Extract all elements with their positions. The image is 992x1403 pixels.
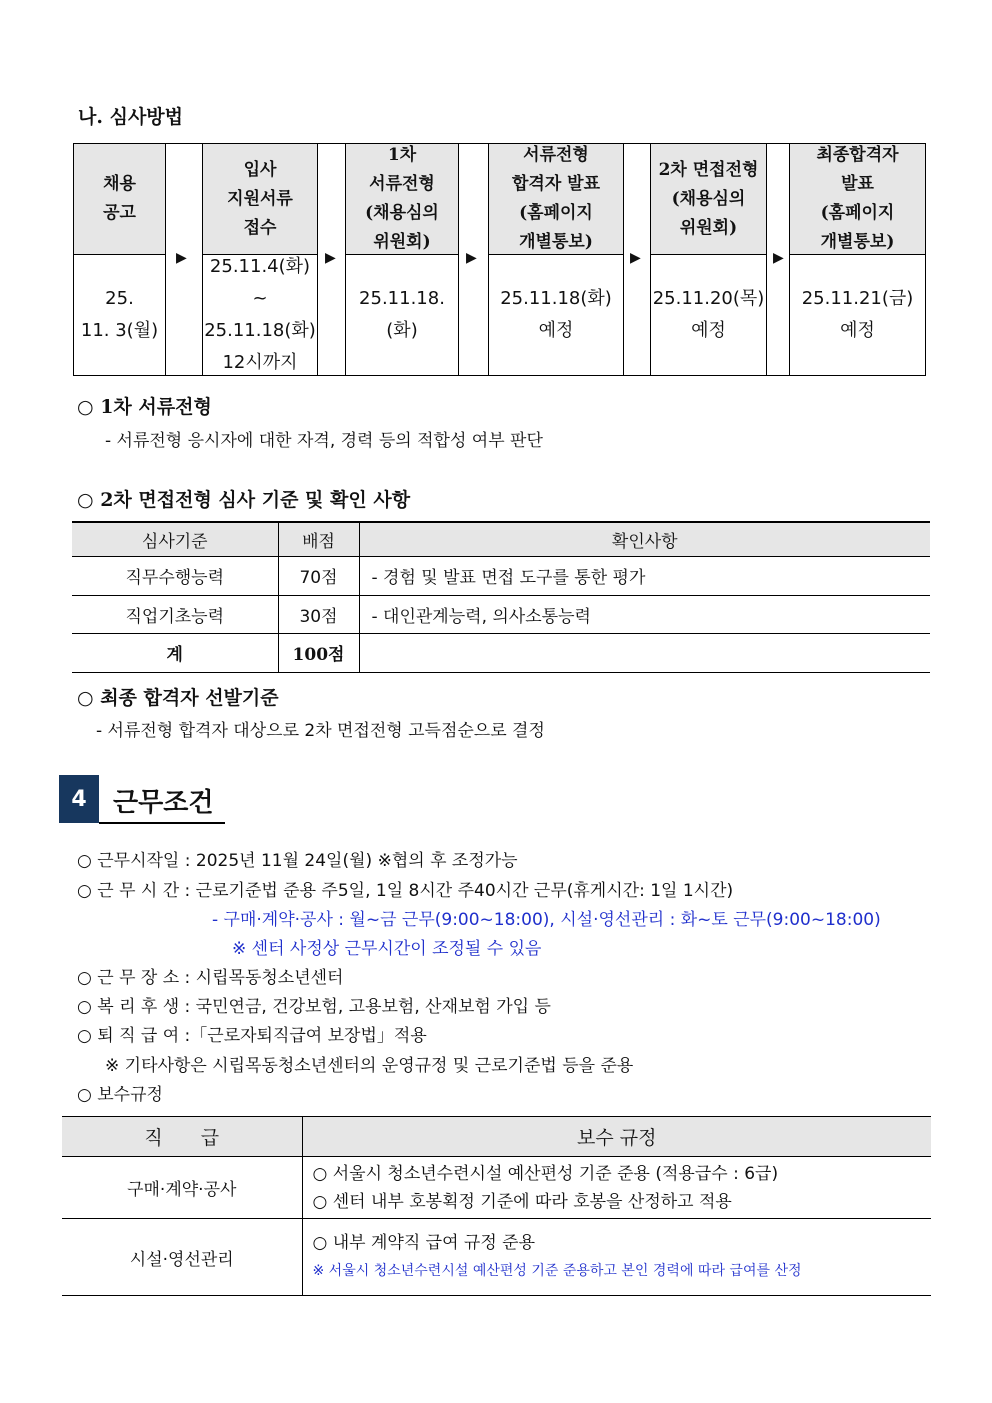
condition-hours-note: ※ 센터 사정상 근무시간이 조정될 수 있음 <box>232 939 542 959</box>
flow-step-2 <box>202 143 318 376</box>
arrow-icon: ▶ <box>176 250 187 266</box>
table-total-row <box>72 633 930 672</box>
flow-step-head: 2차 면접전형 (채용심의 위원회) <box>651 144 766 255</box>
section-number-badge: 4 <box>59 775 99 823</box>
flow-connector <box>624 143 650 376</box>
condition-retirement: ○ 퇴 직 급 여 :「근로자퇴직급여 보장법」적용 <box>77 1026 427 1046</box>
table-row <box>72 556 930 595</box>
pay-rule-line: ○ 내부 계약직 급여 규정 준용 <box>312 1233 535 1253</box>
check-cell: - 대인관계능력, 의사소통능력 <box>359 595 930 633</box>
pay-rule-cell <box>302 1219 931 1296</box>
column-header: 심사기준 <box>72 522 278 556</box>
flow-connector <box>767 143 789 376</box>
condition-hours-detail: - 구매·계약·공사 : 월~금 근무(9:00~18:00), 시설·영선관리 : 화~토 근무(9:00~18:00) <box>212 910 881 930</box>
criteria-cell: 직업기초능력 <box>72 595 278 633</box>
second-screening-title: ○ 2차 면접전형 심사 기준 및 확인 사항 <box>77 489 411 511</box>
pay-rule-line: ○ 센터 내부 호봉획정 기준에 따라 호봉을 산정하고 적용 <box>312 1191 732 1212</box>
flow-connector <box>459 143 488 376</box>
first-screening-desc: - 서류전형 응시자에 대한 자격, 경력 등의 적합성 여부 판단 <box>105 431 543 451</box>
table-row <box>62 1219 931 1296</box>
total-score: 100점 <box>278 633 359 672</box>
flow-step-date: 25.11.21(금) 예정 <box>801 288 914 341</box>
flow-step-date: 25.11.4(화) ~ 25.11.18(화) 12시까지 <box>204 256 316 373</box>
check-cell: - 경험 및 발표 면접 도구를 통한 평가 <box>359 556 930 595</box>
criteria-cell: 직무수행능력 <box>72 556 278 595</box>
pay-rule-cell <box>302 1157 931 1219</box>
flow-step-date: 25.11.20(목) 예정 <box>652 288 765 341</box>
arrow-icon: ▶ <box>466 250 477 266</box>
flow-step-5 <box>650 143 767 376</box>
flow-step-head: 입사 지원서류 접수 <box>203 144 317 255</box>
section-underline <box>99 822 225 824</box>
flow-step-1 <box>73 143 166 376</box>
grade-cell: 시설·영선관리 <box>62 1219 302 1296</box>
final-selection-desc: - 서류전형 합격자 대상으로 2차 면접전형 고득점순으로 결정 <box>96 721 545 741</box>
empty-cell <box>359 633 930 672</box>
table-row <box>62 1157 931 1219</box>
column-header: 직 급 <box>62 1117 302 1157</box>
pay-rule-note: ※ 서울시 청소년수련시설 예산편성 기준 준용하고 본인 경력에 따라 급여를 산정 <box>312 1263 802 1279</box>
condition-start-date: ○ 근무시작일 : 2025년 11월 24일(월) ※협의 후 조정가능 <box>77 851 518 871</box>
section-title-na: 나. 심사방법 <box>78 106 183 128</box>
table-row <box>72 595 930 633</box>
table-header-row <box>62 1117 931 1157</box>
flow-step-date: 25.11.18.(화) <box>359 288 445 341</box>
score-cell: 70점 <box>278 556 359 595</box>
flow-step-head: 채용 공고 <box>74 144 165 255</box>
section-title-4: 근무조건 <box>113 788 214 818</box>
flow-step-date: 25. 11. 3(월) <box>80 288 159 341</box>
condition-work-place: ○ 근 무 장 소 : 시립목동청소년센터 <box>77 968 344 988</box>
flow-connector <box>166 143 202 376</box>
flow-step-date: 25.11.18(화) 예정 <box>500 288 612 341</box>
arrow-icon: ▶ <box>630 250 641 266</box>
flow-step-3 <box>345 143 459 376</box>
total-label: 계 <box>72 633 278 672</box>
grade-cell: 구매·계약·공사 <box>62 1157 302 1219</box>
flow-step-head: 서류전형 합격자 발표 (홈페이지 개별통보) <box>489 144 623 255</box>
arrow-icon: ▶ <box>325 250 336 266</box>
flow-step-6 <box>789 143 926 376</box>
pay-rules-table <box>62 1116 931 1296</box>
column-header: 보수 규정 <box>302 1117 931 1157</box>
flow-step-head: 1차 서류전형 (채용심의 위원회) <box>346 144 458 255</box>
flow-step-head: 최종합격자 발표 (홈페이지 개별통보) <box>790 144 925 255</box>
pay-rule-line: ○ 서울시 청소년수련시설 예산편성 기준 준용 (적용급수 : 6급) <box>312 1163 779 1184</box>
interview-criteria-table <box>72 521 930 673</box>
condition-welfare: ○ 복 리 후 생 : 국민연금, 건강보험, 고용보험, 산재보험 가입 등 <box>77 997 551 1017</box>
final-selection-title: ○ 최종 합격자 선발기준 <box>77 687 279 709</box>
column-header: 배점 <box>278 522 359 556</box>
flow-step-4 <box>488 143 624 376</box>
score-cell: 30점 <box>278 595 359 633</box>
first-screening-title: ○ 1차 서류전형 <box>77 396 212 418</box>
condition-work-hours: ○ 근 무 시 간 : 근로기준법 준용 주5일, 1일 8시간 주40시간 근무(휴게시간: 1일 1시간) <box>77 881 734 901</box>
column-header: 확인사항 <box>359 522 930 556</box>
pay-rules-title: ○ 보수규정 <box>77 1085 163 1105</box>
table-header-row <box>72 522 930 556</box>
condition-other-note: ※ 기타사항은 시립목동청소년센터의 운영규정 및 근로기준법 등을 준용 <box>105 1056 634 1076</box>
flow-connector <box>318 143 345 376</box>
arrow-icon: ▶ <box>773 250 784 266</box>
